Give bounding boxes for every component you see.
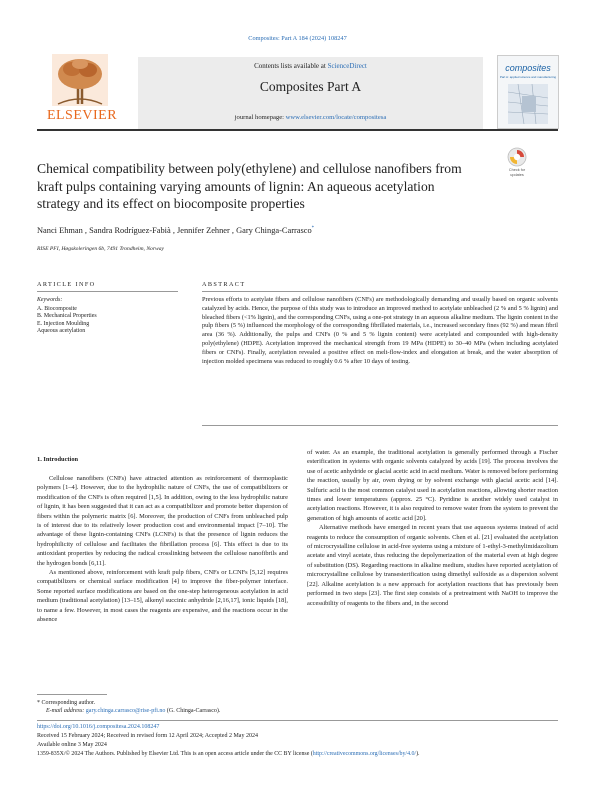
email-link[interactable]: gary.chinga.carrasco@rise-pfi.no bbox=[85, 708, 166, 714]
footnote-rule bbox=[37, 694, 107, 695]
keywords-label: Keywords: bbox=[37, 297, 63, 303]
journal-citation-link[interactable]: Composites: Part A 184 (2024) 108247 bbox=[248, 35, 347, 42]
journal-homepage bbox=[138, 114, 483, 121]
keyword-item: E. Injection Moulding bbox=[37, 320, 90, 327]
contents-prefix: Contents lists available at bbox=[254, 62, 328, 70]
corresponding-marker[interactable]: * bbox=[311, 226, 315, 232]
crossmark-icon bbox=[507, 147, 527, 167]
author-names: Nanci Ehman , Sandra Rodríguez-Fabià , Jennifer Zehner , Gary Chinga-Carrasco bbox=[37, 226, 312, 235]
body-paragraph: Alternative methods have emerged in recent years that use aqueous systems instead of acid reagents to reduce the consumption of organic solvents. Chen et al. [21] evaluated the acetylation of microcrystalline cellulose in acid-free systems using a mixture of 1-ethyl-3-methylimidazolium acetate and vinyl acetate, thus reducing the depolymerization of the material even at high degree of substitution (DS). Regarding reactions in alkaline medium, studies have reported acetylation of microcrystalline cellulose by transesterification using dimethyl sulfoxide as a dispersion solvent [22]. Alkaline acetylation is a new approach for acetylation reactions that has previously been performed in two steps [23]. The first step consists of a pretreatment with NaOH to improve the accessibility of reagents to the fibers and, in the second bbox=[307, 524, 558, 607]
license-prefix: 1359-835X/© 2024 The Authors. Published by Elsevier Ltd. This is an open access article under the CC BY license ( bbox=[37, 751, 313, 757]
abstract-rule bbox=[202, 291, 558, 292]
abstract-bottom-rule bbox=[202, 425, 558, 426]
keyword-item: B. Mechanical Properties bbox=[37, 313, 97, 320]
abstract-heading: ABSTRACT bbox=[202, 281, 246, 288]
footnote-corresponding: * Corresponding author. bbox=[37, 700, 96, 706]
body-paragraph: Cellulose nanofibers (CNFs) have attracted attention as reinforcement of thermoplastic polymers [1–4]. However, due to the hydrophilic nature of CNFs, the use of compatibilizers or modification of the CNFs is often required [1,5]. In addition, owing to the less hydrophilic nature of lignin, it has been suggested that it can act as a compatibilizer and promote better dispersion of fibers within the polymeric matrix [6]. Moreover, the production of CNFs from unbleached pulp is of interest due to its relatively lower production cost and environmental impact [7–10]. The advantage of these lignin-containing CNFs (LCNFs) is that the presence of lignin reduces the hydrophilicity of cellulose and facilitates the fibrillation process [6]. This effect is due to its antioxidant properties by reducing the radical crosslinking between the cellulose nanofibrils and the hydrogen bonds [6,11]. bbox=[37, 475, 288, 567]
email-label: E-mail address: bbox=[46, 708, 86, 714]
publisher-logo[interactable] bbox=[38, 52, 126, 124]
publisher-logo-text: ELSEVIER bbox=[46, 108, 118, 123]
footnote-email bbox=[46, 707, 346, 715]
article-info-rule bbox=[37, 291, 178, 292]
license-link[interactable]: http://creativecommons.org/licenses/by/4.0/ bbox=[312, 751, 417, 757]
received-dates: Received 15 February 2024; Received in revised form 12 April 2024; Accepted 2 May 2024 bbox=[37, 733, 258, 739]
abstract-text: Previous efforts to acetylate fibers and cellulose nanofibers (CNFs) are methodologically demanding and usually based on organic solvents catalyzed by acids. Hence, the purpose of this study was to introduce an improved method to acetylate unbleached (2 % and 5 % lignin) and bleached fibers (<1% lignin), and the corresponding CNFs, using a one-pot strategy in an aqueous alkaline medium. The lignin content in the pulp fibers (5 %) influenced the morphology of the corresponding fibrillated materials, i.e., increased secondary fines (92 %) and mean fibril area (36 %). Additionally, the pulps and CNFs (0 % and 5 % lignin content) were acetylated and compounded with high-density poly(ethylene) (HDPE). Acetylation improved the mechanical strength from 19 MPa (HDPE) to 30–40 MPa (when including acetylated fibers or CNFs). Finally, acetylation revealed a positive effect on melt-flow-index and elongation at break, and the water absorption of injection molded specimens was reduced to roughly 0.6 % after 10 days of testing. bbox=[202, 296, 558, 365]
contents-availability bbox=[138, 62, 483, 70]
author-list bbox=[37, 226, 537, 235]
journal-title: Composites Part A bbox=[259, 79, 362, 94]
journal-cover-thumbnail[interactable] bbox=[497, 55, 559, 129]
doi-link[interactable] bbox=[37, 723, 558, 732]
available-online: Available online 3 May 2024 bbox=[37, 742, 107, 748]
body-paragraph: of water. As an example, the traditional acetylation is generally performed through a Fischer esterification in systems with organic solvents catalyzed by acids [19]. The process involves the use of acetic anhydride or glacial acetic acid in acid medium. Water is removed before performing the reaction, usually by air, oven drying or by solvent exchange with glacial acetic acid [14]. Sulfuric acid is the most common catalyst used in acetylation reactions, allowing shorter reaction times and lower temperatures (approx. 25 °C). Pyridine is another widely used catalyst in acetylation reactions. However, it is also required to remove water from the system to prevent the generation of high amounts of acetic acid [20]. bbox=[307, 449, 558, 522]
keyword-item: Aqueous acetylation bbox=[37, 327, 86, 334]
cover-title: composites bbox=[505, 63, 551, 73]
body-paragraph: As mentioned above, reinforcement with kraft pulp fibers, CNFs or LCNFs [5,12] requires compatibilizers or chemical surface modification [4] to improve the fiber-polymer interface. Some reported surface modifications are based on the one-step heterogeneous acetylation in acid medium (traditional acetylation) [13–15], alkenyl succinic anhydride [2,16,17], ionic liquids [18], to name a few. However, in most cases the reagents are expensive, and the reactions occur in the absence bbox=[37, 569, 288, 624]
journal-homepage-link[interactable]: www.elsevier.com/locate/compositesa bbox=[285, 114, 387, 121]
keyword-item: A. Biocomposite bbox=[37, 306, 77, 312]
homepage-prefix: journal homepage: bbox=[234, 114, 286, 121]
article-title: Chemical compatibility between poly(ethylene) and cellulose nanofibers from kraft pulps containing varying amounts of lignin: An aqueous acetylation strategy and its effect on biocomposite properties bbox=[37, 161, 462, 211]
check-for-updates-badge[interactable] bbox=[503, 147, 531, 183]
section-heading-introduction: 1. Introduction bbox=[37, 456, 79, 463]
cover-art-icon bbox=[508, 84, 548, 124]
affiliation: RISE PFI, Høgskoleringen 6b, 7491 Trondheim, Norway bbox=[37, 246, 165, 252]
article-info-heading: ARTICLE INFO bbox=[37, 281, 96, 288]
tree-logo-icon bbox=[52, 54, 108, 106]
body-column-left bbox=[37, 474, 288, 625]
license-line bbox=[37, 750, 558, 759]
doi-url[interactable]: https://doi.org/10.1016/j.compositesa.2024.108247 bbox=[37, 724, 160, 730]
sciencedirect-link[interactable]: ScienceDirect bbox=[327, 62, 367, 70]
body-column-right bbox=[307, 448, 558, 608]
cover-subtitle: Part A: applied science and manufacturing bbox=[499, 75, 557, 79]
keywords-list bbox=[37, 306, 177, 335]
license-suffix: ). bbox=[416, 751, 420, 757]
crossmark-label: Check for updates bbox=[508, 168, 526, 177]
email-suffix: (G. Chinga-Carrasco). bbox=[165, 708, 221, 714]
bottom-rule bbox=[37, 720, 558, 721]
